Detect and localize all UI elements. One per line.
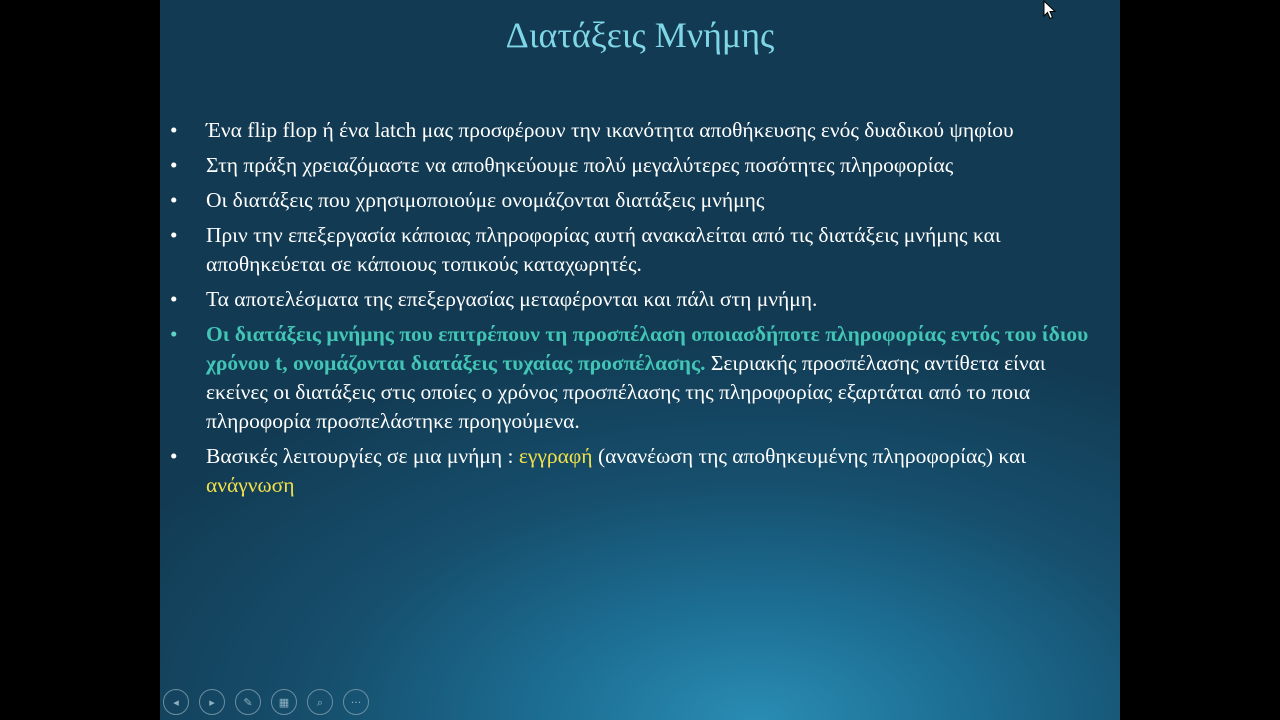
write-keyword: εγγραφή [518, 444, 593, 468]
bullet-text: Πριν την επεξεργασία κάποιας πληροφορίας αυτή ανακαλείται από τις διατάξεις μνήμης και αποθηκεύεται σε κάποιους τοπικούς καταχωρητές. [206, 223, 1001, 276]
bullet-text: Βασικές λειτουργίες σε μια μνήμη : [206, 444, 519, 468]
bullet-marker: • [170, 444, 178, 468]
bullet-text: Στη πράξη χρειαζόμαστε να αποθηκεύουμε πολύ μεγαλύτερες ποσότητες πληροφορίας [206, 153, 954, 177]
presentation-slide [160, 0, 1120, 720]
bullet-list [160, 116, 1120, 506]
pen-icon[interactable]: ✎ [235, 689, 261, 715]
bullet-item [160, 221, 1120, 279]
bullet-marker: • [170, 188, 178, 212]
bullet-item [160, 151, 1120, 180]
bullet-item [160, 442, 1120, 500]
bullet-marker: • [170, 118, 178, 142]
bullet-text: Σειριακής προσπέλασης αντίθετα είναι εκείνες οι διατάξεις στις οποίες ο χρόνος προσπέλασης της πληροφορίας εξαρτάται από το ποια πληροφορία προσπελάστηκε προηγούμενα. [206, 351, 1046, 433]
bullet-marker: • [170, 322, 178, 346]
bullet-item [160, 186, 1120, 215]
bullet-item [160, 116, 1120, 145]
more-options-icon[interactable]: ··· [343, 689, 369, 715]
slide-sorter-icon[interactable]: ▦ [271, 689, 297, 715]
read-keyword: ανάγνωση [206, 473, 295, 497]
bullet-marker: • [170, 153, 178, 177]
bullet-item [160, 285, 1120, 314]
random-access-definition: Οι διατάξεις μνήμης που επιτρέπουν τη προσπέλαση οποιασδήποτε πληροφορίας εντός του ίδιου χρόνου t, ονομάζονται διατάξεις τυχαίας προσπέλασης. [206, 322, 1089, 375]
zoom-icon[interactable]: ⌕ [307, 689, 333, 715]
slideshow-controls [163, 689, 369, 715]
bullet-text: (ανανέωση της αποθηκευμένης πληροφορίας) και [592, 444, 1027, 468]
slide-title: Διατάξεις Μνήμης [505, 15, 775, 55]
mouse-cursor-icon [1043, 0, 1057, 20]
bullet-marker: • [170, 287, 178, 311]
previous-slide-icon[interactable]: ◂ [163, 689, 189, 715]
bullet-text: Τα αποτελέσματα της επεξεργασίας μεταφέρονται και πάλι στη μνήμη. [206, 287, 818, 311]
next-slide-icon[interactable]: ▸ [199, 689, 225, 715]
bullet-text: Ένα flip flop ή ένα latch μας προσφέρουν την ικανότητα αποθήκευσης ενός δυαδικού ψηφίου [206, 118, 1014, 142]
bullet-text: Οι διατάξεις που χρησιμοποιούμε ονομάζονται διατάξεις μνήμης [206, 188, 765, 212]
bullet-marker: • [170, 223, 178, 247]
bullet-item [160, 320, 1120, 436]
